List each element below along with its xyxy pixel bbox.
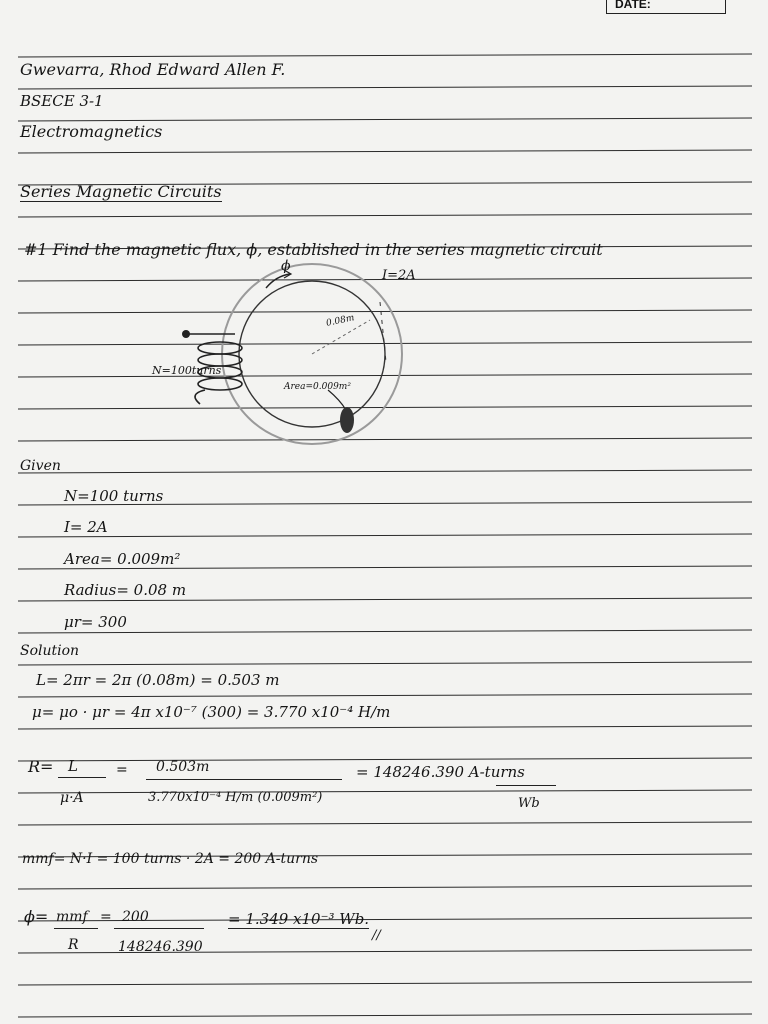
reluctance-result: = 148246.390 A-turns — [356, 763, 525, 781]
cross-section-icon — [340, 407, 354, 433]
flux-label: ϕ — [281, 258, 291, 274]
given-heading: Given — [20, 458, 61, 474]
given-item: I= 2A — [64, 518, 108, 536]
length-equation: L= 2πr = 2π (0.08m) = 0.503 m — [36, 671, 280, 689]
subject-title: Electromagnetics — [20, 122, 163, 141]
reluctance-sub-denominator: 3.770x10⁻⁴ H/m (0.009m²) — [148, 790, 323, 805]
given-item: N=100 turns — [64, 487, 164, 505]
fraction-bar — [114, 928, 204, 929]
permeability-equation: μ= μo · μr = 4π x10⁻⁷ (300) = 3.770 x10⁻⁴ H/m — [32, 703, 391, 721]
flux-lhs: ϕ= — [24, 907, 49, 926]
fraction-bar — [58, 777, 106, 778]
given-item: Radius= 0.08 m — [64, 581, 187, 599]
solution-heading: Solution — [20, 643, 80, 659]
given-item: μr= 300 — [64, 613, 127, 631]
student-section: BSECE 3-1 — [20, 92, 104, 110]
final-answer-mark: // — [372, 928, 381, 943]
reluctance-unit-denominator: Wb — [518, 796, 540, 811]
fraction-bar — [496, 785, 556, 786]
reluctance-numerator: L — [68, 757, 78, 775]
date-field: DATE: — [606, 0, 726, 14]
area-label: Area=0.009m² — [284, 382, 351, 392]
reluctance-sub-numerator: 0.503m — [156, 759, 210, 775]
fraction-bar — [54, 928, 98, 929]
flux-sub-denominator: 148246.390 — [118, 939, 203, 955]
current-label: I=2A — [382, 268, 416, 283]
toroid-diagram — [180, 262, 420, 446]
turns-label: N=100turns — [152, 364, 222, 377]
fraction-bar — [146, 779, 342, 780]
given-item: Area= 0.009m² — [64, 550, 181, 568]
student-name: Gwevarra, Rhod Edward Allen F. — [20, 60, 286, 79]
mmf-equation: mmf= N·I = 100 turns · 2A = 200 A-turns — [22, 851, 319, 867]
radius-label: 0.08m — [325, 313, 356, 329]
reluctance-lhs: R= — [28, 757, 54, 776]
equals-sign: = — [100, 909, 112, 925]
problem-statement: #1 Find the magnetic flux, ϕ, established in the series magnetic circuit — [24, 240, 603, 259]
reluctance-denominator: μ·A — [60, 790, 84, 806]
flux-numerator: mmf — [56, 909, 88, 925]
flux-denominator: R — [68, 937, 79, 953]
flux-result: = 1.349 x10⁻³ Wb. — [228, 910, 370, 928]
flux-sub-numerator: 200 — [122, 909, 149, 925]
equals-sign: = — [116, 762, 128, 778]
topic-title: Series Magnetic Circuits — [20, 182, 222, 201]
